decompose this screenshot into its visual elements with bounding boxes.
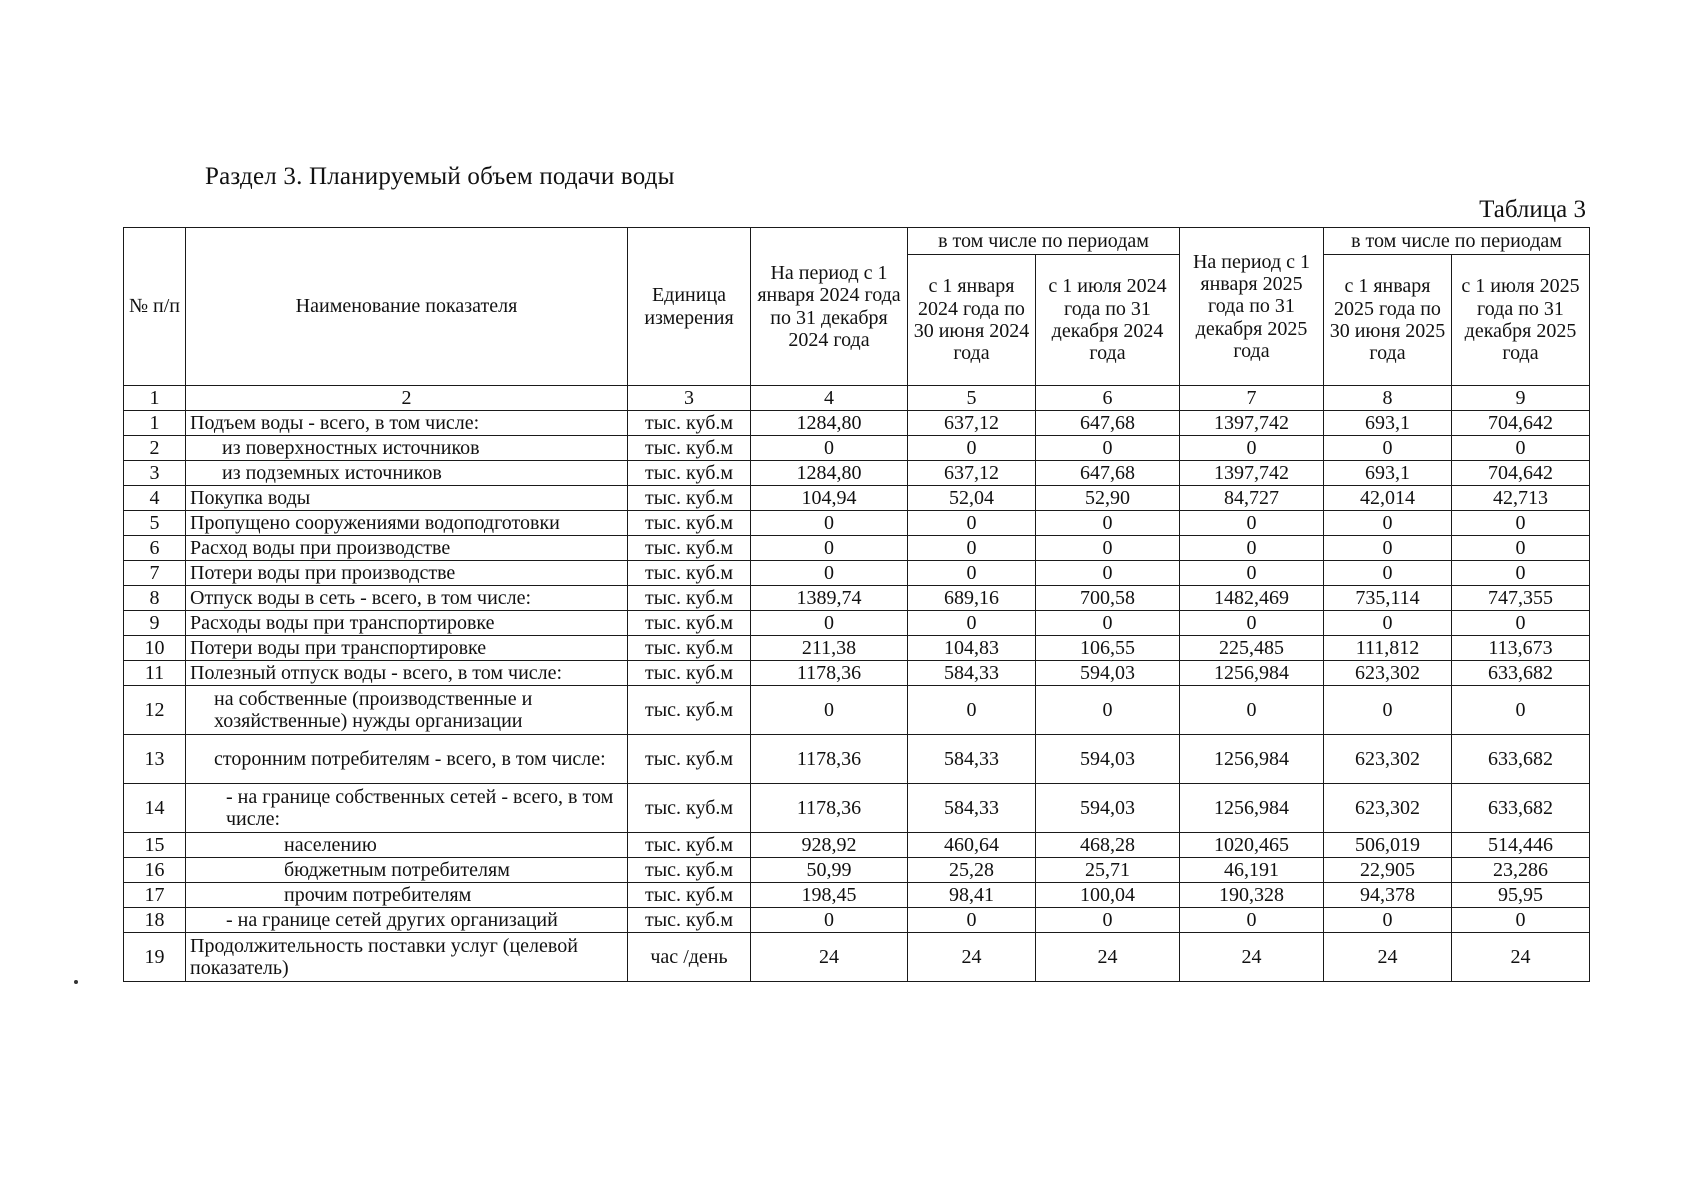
value-cell: 1389,74	[751, 586, 908, 611]
value-cell: 647,68	[1036, 461, 1180, 486]
value-cell: 0	[908, 611, 1036, 636]
value-cell: 1397,742	[1180, 411, 1324, 436]
value-cell: 0	[1324, 611, 1452, 636]
unit-cell: тыс. куб.м	[628, 784, 751, 833]
indicator-name: прочим потребителям	[186, 883, 628, 908]
row-number: 4	[124, 486, 186, 511]
value-cell: 0	[751, 436, 908, 461]
row-number: 5	[124, 511, 186, 536]
value-cell: 1178,36	[751, 784, 908, 833]
indicator-name: населению	[186, 833, 628, 858]
row-number: 10	[124, 636, 186, 661]
row-number: 18	[124, 908, 186, 933]
column-number: 3	[628, 386, 751, 411]
value-cell: 94,378	[1324, 883, 1452, 908]
value-cell: 633,682	[1452, 661, 1590, 686]
table-row	[124, 784, 1590, 833]
value-cell: 1256,984	[1180, 735, 1324, 784]
unit-cell: тыс. куб.м	[628, 486, 751, 511]
column-number: 9	[1452, 386, 1590, 411]
value-cell: 25,28	[908, 858, 1036, 883]
value-cell: 633,682	[1452, 735, 1590, 784]
indicator-name: из поверхностных источников	[186, 436, 628, 461]
value-cell: 0	[1180, 908, 1324, 933]
column-number: 2	[186, 386, 628, 411]
row-number: 12	[124, 686, 186, 735]
row-number: 3	[124, 461, 186, 486]
value-cell: 100,04	[1036, 883, 1180, 908]
value-cell: 0	[1036, 908, 1180, 933]
row-number: 7	[124, 561, 186, 586]
unit-cell: час /день	[628, 933, 751, 982]
value-cell: 0	[1036, 611, 1180, 636]
unit-cell: тыс. куб.м	[628, 536, 751, 561]
unit-cell: тыс. куб.м	[628, 561, 751, 586]
value-cell: 0	[1324, 536, 1452, 561]
unit-cell: тыс. куб.м	[628, 611, 751, 636]
stray-dot	[74, 980, 78, 984]
water-supply-table	[123, 227, 1590, 982]
value-cell: 0	[1452, 436, 1590, 461]
value-cell: 24	[1036, 933, 1180, 982]
value-cell: 42,014	[1324, 486, 1452, 511]
value-cell: 52,90	[1036, 486, 1180, 511]
value-cell: 1256,984	[1180, 784, 1324, 833]
value-cell: 689,16	[908, 586, 1036, 611]
value-cell: 211,38	[751, 636, 908, 661]
table-row	[124, 611, 1590, 636]
value-cell: 0	[1180, 536, 1324, 561]
indicator-name: - на границе собственных сетей - всего, в том числе:	[186, 784, 628, 833]
value-cell: 584,33	[908, 735, 1036, 784]
value-cell: 52,04	[908, 486, 1036, 511]
row-number: 11	[124, 661, 186, 686]
value-cell: 0	[751, 511, 908, 536]
value-cell: 22,905	[1324, 858, 1452, 883]
value-cell: 0	[1324, 908, 1452, 933]
column-numbers-row	[124, 386, 1590, 411]
indicator-name: Подъем воды - всего, в том числе:	[186, 411, 628, 436]
section-title: Раздел 3. Планируемый объем подачи воды	[205, 163, 675, 190]
unit-cell: тыс. куб.м	[628, 461, 751, 486]
table-row	[124, 636, 1590, 661]
indicator-name: Потери воды при транспортировке	[186, 636, 628, 661]
header-h2-2024: с 1 июля 2024 года по 31 декабря 2024 года	[1036, 255, 1180, 386]
value-cell: 735,114	[1324, 586, 1452, 611]
value-cell: 0	[1036, 511, 1180, 536]
value-cell: 0	[1452, 561, 1590, 586]
value-cell: 1397,742	[1180, 461, 1324, 486]
value-cell: 113,673	[1452, 636, 1590, 661]
value-cell: 623,302	[1324, 661, 1452, 686]
value-cell: 0	[908, 536, 1036, 561]
indicator-name: Полезный отпуск воды - всего, в том числе:	[186, 661, 628, 686]
value-cell: 42,713	[1452, 486, 1590, 511]
value-cell: 637,12	[908, 411, 1036, 436]
value-cell: 647,68	[1036, 411, 1180, 436]
indicator-name: Пропущено сооружениями водоподготовки	[186, 511, 628, 536]
table-label: Таблица 3	[1479, 196, 1586, 223]
value-cell: 506,019	[1324, 833, 1452, 858]
value-cell: 24	[908, 933, 1036, 982]
column-number: 7	[1180, 386, 1324, 411]
value-cell: 747,355	[1452, 586, 1590, 611]
indicator-name: сторонним потребителям - всего, в том числе:	[186, 735, 628, 784]
value-cell: 1284,80	[751, 411, 908, 436]
unit-cell: тыс. куб.м	[628, 661, 751, 686]
value-cell: 700,58	[1036, 586, 1180, 611]
indicator-name: - на границе сетей других организаций	[186, 908, 628, 933]
value-cell: 594,03	[1036, 735, 1180, 784]
value-cell: 95,95	[1452, 883, 1590, 908]
column-number: 5	[908, 386, 1036, 411]
table-row	[124, 561, 1590, 586]
header-period-2024: На период с 1 января 2024 года по 31 декабря 2024 года	[751, 228, 908, 386]
value-cell: 704,642	[1452, 411, 1590, 436]
table-row	[124, 661, 1590, 686]
table-row	[124, 735, 1590, 784]
value-cell: 24	[1452, 933, 1590, 982]
value-cell: 0	[1452, 908, 1590, 933]
unit-cell: тыс. куб.м	[628, 636, 751, 661]
value-cell: 0	[908, 908, 1036, 933]
value-cell: 0	[1036, 536, 1180, 561]
row-number: 17	[124, 883, 186, 908]
table-body	[124, 411, 1590, 982]
value-cell: 514,446	[1452, 833, 1590, 858]
value-cell: 1482,469	[1180, 586, 1324, 611]
table-row	[124, 461, 1590, 486]
value-cell: 584,33	[908, 661, 1036, 686]
header-unit: Единица измерения	[628, 228, 751, 386]
row-number: 1	[124, 411, 186, 436]
value-cell: 1020,465	[1180, 833, 1324, 858]
unit-cell: тыс. куб.м	[628, 586, 751, 611]
value-cell: 468,28	[1036, 833, 1180, 858]
indicator-name: на собственные (производственные и хозяйственные) нужды организации	[186, 686, 628, 735]
value-cell: 111,812	[1324, 636, 1452, 661]
value-cell: 0	[751, 686, 908, 735]
value-cell: 0	[751, 536, 908, 561]
unit-cell: тыс. куб.м	[628, 735, 751, 784]
value-cell: 24	[1180, 933, 1324, 982]
value-cell: 0	[751, 611, 908, 636]
table-row	[124, 436, 1590, 461]
column-number: 4	[751, 386, 908, 411]
unit-cell: тыс. куб.м	[628, 858, 751, 883]
indicator-name: Покупка воды	[186, 486, 628, 511]
value-cell: 0	[908, 511, 1036, 536]
value-cell: 0	[751, 908, 908, 933]
unit-cell: тыс. куб.м	[628, 511, 751, 536]
value-cell: 594,03	[1036, 784, 1180, 833]
value-cell: 693,1	[1324, 461, 1452, 486]
row-number: 15	[124, 833, 186, 858]
value-cell: 460,64	[908, 833, 1036, 858]
value-cell: 704,642	[1452, 461, 1590, 486]
value-cell: 25,71	[1036, 858, 1180, 883]
value-cell: 594,03	[1036, 661, 1180, 686]
header-num: № п/п	[124, 228, 186, 386]
table-row	[124, 511, 1590, 536]
value-cell: 584,33	[908, 784, 1036, 833]
value-cell: 0	[1180, 611, 1324, 636]
indicator-name: Расход воды при производстве	[186, 536, 628, 561]
value-cell: 46,191	[1180, 858, 1324, 883]
row-number: 9	[124, 611, 186, 636]
row-number: 6	[124, 536, 186, 561]
value-cell: 50,99	[751, 858, 908, 883]
table-row	[124, 933, 1590, 982]
unit-cell: тыс. куб.м	[628, 833, 751, 858]
column-number: 8	[1324, 386, 1452, 411]
value-cell: 0	[1180, 686, 1324, 735]
row-number: 16	[124, 858, 186, 883]
value-cell: 623,302	[1324, 784, 1452, 833]
indicator-name: из подземных источников	[186, 461, 628, 486]
value-cell: 0	[1180, 436, 1324, 461]
value-cell: 0	[908, 436, 1036, 461]
indicator-name: Отпуск воды в сеть - всего, в том числе:	[186, 586, 628, 611]
header-incl-2024: в том числе по периодам	[908, 228, 1180, 255]
value-cell: 0	[1180, 561, 1324, 586]
column-number: 1	[124, 386, 186, 411]
table-row	[124, 833, 1590, 858]
value-cell: 0	[1452, 536, 1590, 561]
value-cell: 1256,984	[1180, 661, 1324, 686]
value-cell: 1178,36	[751, 661, 908, 686]
value-cell: 24	[1324, 933, 1452, 982]
value-cell: 225,485	[1180, 636, 1324, 661]
value-cell: 0	[1180, 511, 1324, 536]
indicator-name: Расходы воды при транспортировке	[186, 611, 628, 636]
table-row	[124, 858, 1590, 883]
value-cell: 0	[1036, 561, 1180, 586]
unit-cell: тыс. куб.м	[628, 411, 751, 436]
header-incl-2025: в том числе по периодам	[1324, 228, 1590, 255]
value-cell: 0	[1452, 686, 1590, 735]
value-cell: 0	[908, 686, 1036, 735]
value-cell: 23,286	[1452, 858, 1590, 883]
table-header	[124, 228, 1590, 411]
indicator-name: Продолжительность поставки услуг (целевой показатель)	[186, 933, 628, 982]
table-row	[124, 536, 1590, 561]
value-cell: 637,12	[908, 461, 1036, 486]
row-number: 13	[124, 735, 186, 784]
value-cell: 1178,36	[751, 735, 908, 784]
value-cell: 0	[1452, 611, 1590, 636]
value-cell: 190,328	[1180, 883, 1324, 908]
value-cell: 0	[1036, 686, 1180, 735]
header-h1-2025: с 1 января 2025 года по 30 июня 2025 года	[1324, 255, 1452, 386]
row-number: 8	[124, 586, 186, 611]
value-cell: 633,682	[1452, 784, 1590, 833]
table-row	[124, 586, 1590, 611]
row-number: 19	[124, 933, 186, 982]
value-cell: 693,1	[1324, 411, 1452, 436]
table-row	[124, 686, 1590, 735]
header-name: Наименование показателя	[186, 228, 628, 386]
indicator-name: Потери воды при производстве	[186, 561, 628, 586]
table-row	[124, 908, 1590, 933]
value-cell: 84,727	[1180, 486, 1324, 511]
value-cell: 0	[751, 561, 908, 586]
unit-cell: тыс. куб.м	[628, 908, 751, 933]
value-cell: 0	[1452, 511, 1590, 536]
unit-cell: тыс. куб.м	[628, 436, 751, 461]
value-cell: 1284,80	[751, 461, 908, 486]
header-h1-2024: с 1 января 2024 года по 30 июня 2024 года	[908, 255, 1036, 386]
row-number: 14	[124, 784, 186, 833]
unit-cell: тыс. куб.м	[628, 686, 751, 735]
value-cell: 24	[751, 933, 908, 982]
value-cell: 623,302	[1324, 735, 1452, 784]
value-cell: 0	[1324, 436, 1452, 461]
value-cell: 0	[1324, 686, 1452, 735]
value-cell: 0	[908, 561, 1036, 586]
row-number: 2	[124, 436, 186, 461]
column-number: 6	[1036, 386, 1180, 411]
value-cell: 0	[1036, 436, 1180, 461]
value-cell: 104,83	[908, 636, 1036, 661]
value-cell: 98,41	[908, 883, 1036, 908]
table-row	[124, 411, 1590, 436]
unit-cell: тыс. куб.м	[628, 883, 751, 908]
table-row	[124, 486, 1590, 511]
value-cell: 198,45	[751, 883, 908, 908]
value-cell: 0	[1324, 511, 1452, 536]
value-cell: 928,92	[751, 833, 908, 858]
value-cell: 106,55	[1036, 636, 1180, 661]
header-period-2025: На период с 1 января 2025 года по 31 декабря 2025 года	[1180, 228, 1324, 386]
value-cell: 104,94	[751, 486, 908, 511]
header-h2-2025: с 1 июля 2025 года по 31 декабря 2025 года	[1452, 255, 1590, 386]
table-row	[124, 883, 1590, 908]
indicator-name: бюджетным потребителям	[186, 858, 628, 883]
value-cell: 0	[1324, 561, 1452, 586]
